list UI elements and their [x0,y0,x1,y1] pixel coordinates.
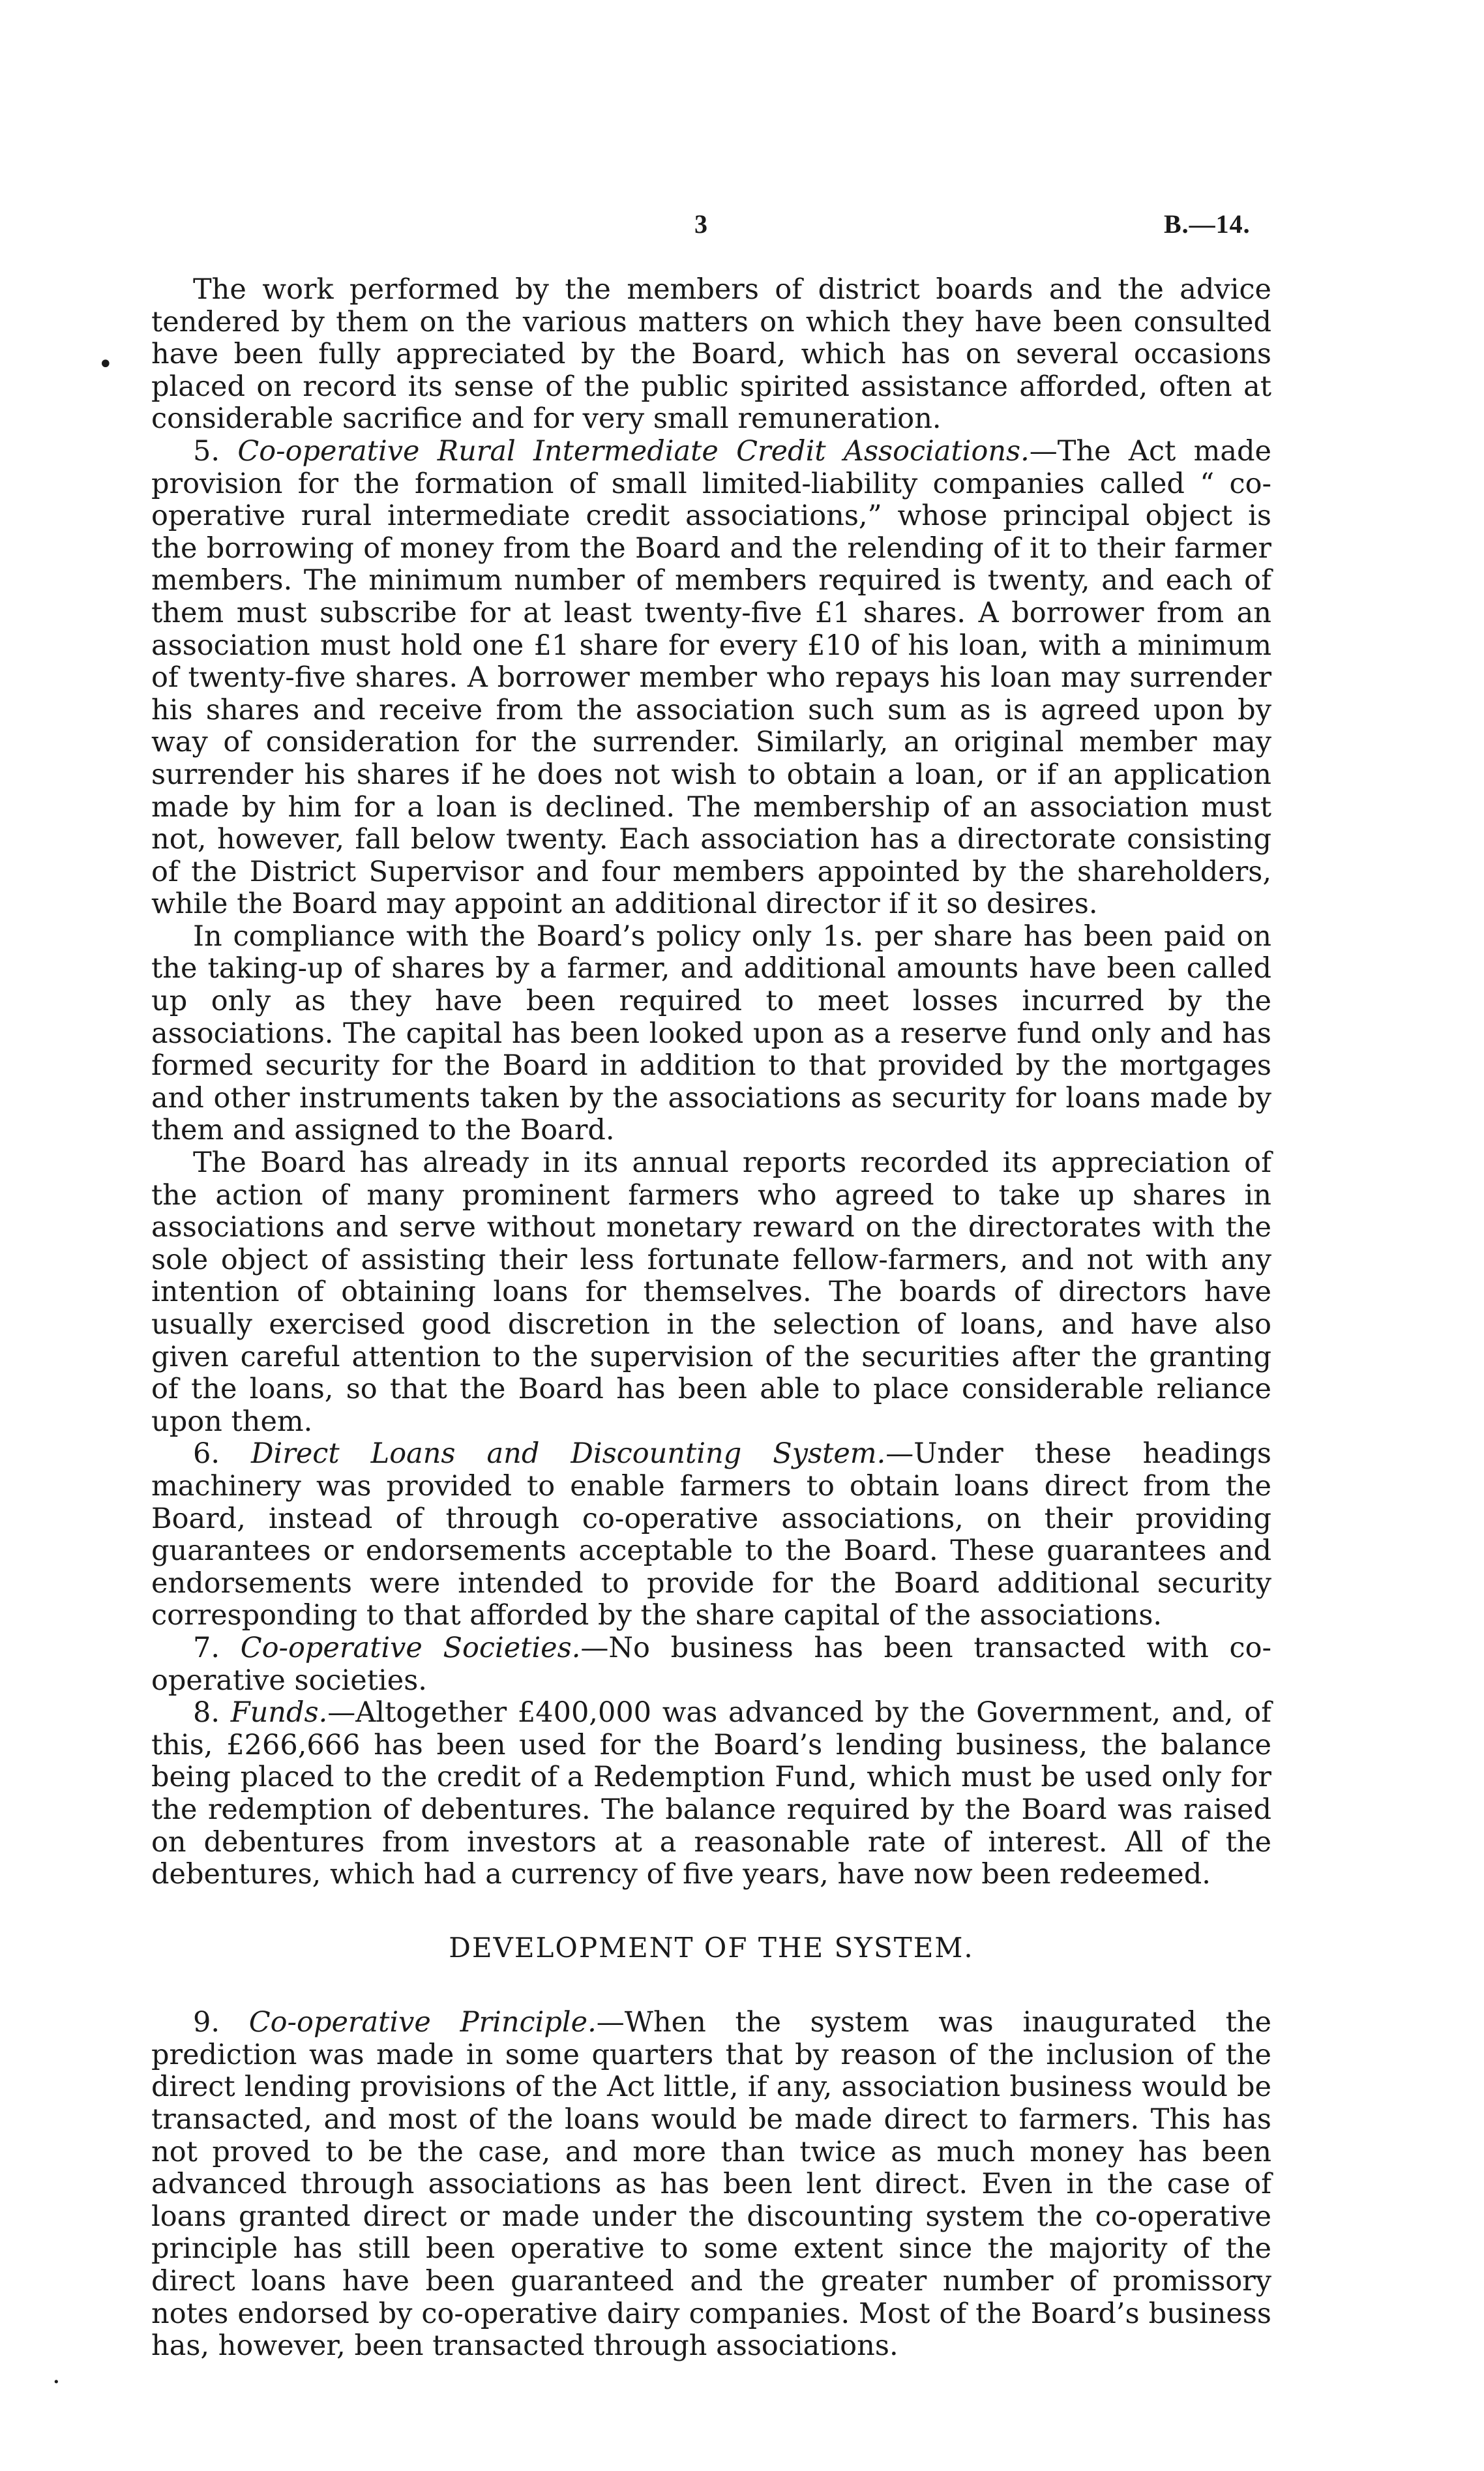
paragraph-text: In compliance with the Board’s policy only 1s. per share has been paid on the taking-up of shares by a farmer, and additional amounts have been called up only as they have been required to meet losses incurred by the associations. The capital has been looked upon as a reserve fund only and has formed security for the Board in addition to that provided by the mortgages and other instruments taken by the associations as security for loans made by them and assigned to the Board. [151,920,1271,1147]
paragraph-number: 8. [193,1696,231,1730]
paragraph-heading: Co-operative Societies. [240,1631,581,1664]
paragraph-8-funds [151,1697,1271,1891]
paragraph-heading: Funds. [230,1696,328,1730]
paragraph-7-societies [151,1632,1271,1697]
paragraph-text: The Board has already in its annual reports recorded its appreciation of the action of many prominent farmers who agreed to take up shares in associations and serve without monetary reward on the directorates with the sole object of assisting their less fortunate fellow-farmers, and not with any intention of obtaining loans for themselves. The boards of directors have usually exercised good discretion in the selection of loans, and have also given careful attention to the supervision of the securities after the granting of the loans, so that the Board has been able to place considerable reliance upon them. [151,1146,1271,1438]
paragraph-number: 6. [193,1437,252,1471]
paragraph-district-boards [151,274,1271,436]
document-reference: B.—14. [1164,209,1251,239]
paragraph-text: —No business has been transacted with co-operative societies. [151,1631,1271,1697]
paragraph-heading: Co-operative Principle. [248,2006,597,2039]
paragraph-6-direct-loans [151,1438,1271,1632]
paragraph-heading: Direct Loans and Discounting System. [251,1437,886,1471]
paragraph-text: The work performed by the members of district boards and the advice tendered by them on the various matters on which they have been consulted have been fully appreciated by the Board, which has on several occasions placed on record its sense of the public spirited assistance afforded, often at considerable sacrifice and for very small remuneration. [151,273,1271,436]
paragraph-text: —The Act made provision for the formation of small limited-liability companies called “ co-operative rural intermediate credit associations,” whose principal object is the borrowing of money from the Board and the relending of it to their farmer members. The minimum number of members required is twenty, and each of them must subscribe for at least twenty-five £1 shares. A borrower from an association must hold one £1 share for every £10 of his loan, with a minimum of twenty-five shares. A borrower member who repays his loan may surrender his shares and receive from the association such sum as is agreed upon by way of consideration for the surrender. Similarly, an original member may surrender his shares if he does not wish to obtain a loan, or if an application made by him for a loan is declined. The membership of an association must not, however, fall below twenty. Each association has a directorate consisting of the District Supervisor and four members appointed by the shareholders, while the Board may appoint an additional director if it so desires. [151,434,1271,921]
paragraph-text: —Under these headings machinery was provided to enable farmers to obtain loans direct from the Board, instead of through co-operative associations, on their providing guarantees or endorsements acceptable to the Board. These guarantees and endorsements were intended to provide for the Board additional security corresponding to that afforded by the share capital of the associations. [151,1437,1271,1632]
paragraph-9-cooperative-principle [151,2007,1271,2363]
page-number: 3 [694,209,707,239]
body-text [151,274,1271,2363]
paragraph-number: 9. [193,2006,249,2039]
margin-mark: · [52,2367,61,2397]
paragraph-number: 5. [193,434,238,468]
paragraph-text: —Altogether £400,000 was advanced by the Government, and, of this, £266,666 has been used for the Board’s lending business, the balance being placed to the credit of a Redemption Fund, which must be used only for the redemption of debentures. The balance required by the Board was raised on debentures from investors at a reasonable rate of interest. All of the debentures, which had a currency of five years, have now been redeemed. [151,1696,1272,1891]
paragraph-number: 7. [193,1631,241,1664]
paragraph-heading: Co-operative Rural Intermediate Credit Associations. [237,434,1030,468]
section-heading: DEVELOPMENT OF THE SYSTEM. [449,1931,974,1964]
paragraph-annual-reports [151,1147,1271,1438]
margin-mark: • [98,350,113,380]
paragraph-5-credit-associations [151,436,1271,921]
paragraph-board-policy [151,921,1271,1147]
paragraph-text: —When the system was inaugurated the prediction was made in some quarters that by reason of the inclusion of the direct lending provisions of the Act little, if any, association business would be transacted, and most of the loans would be made direct to farmers. This has not proved to be the case, and more than twice as much money has been advanced through associations as has been lent direct. Even in the case of loans granted direct or made under the discounting system the co-operative principle has still been operative to some extent since the majority of the direct loans have been guaranteed and the greater number of promissory notes endorsed by co-operative dairy companies. Most of the Board’s business has, however, been transacted through associations. [151,2006,1271,2363]
